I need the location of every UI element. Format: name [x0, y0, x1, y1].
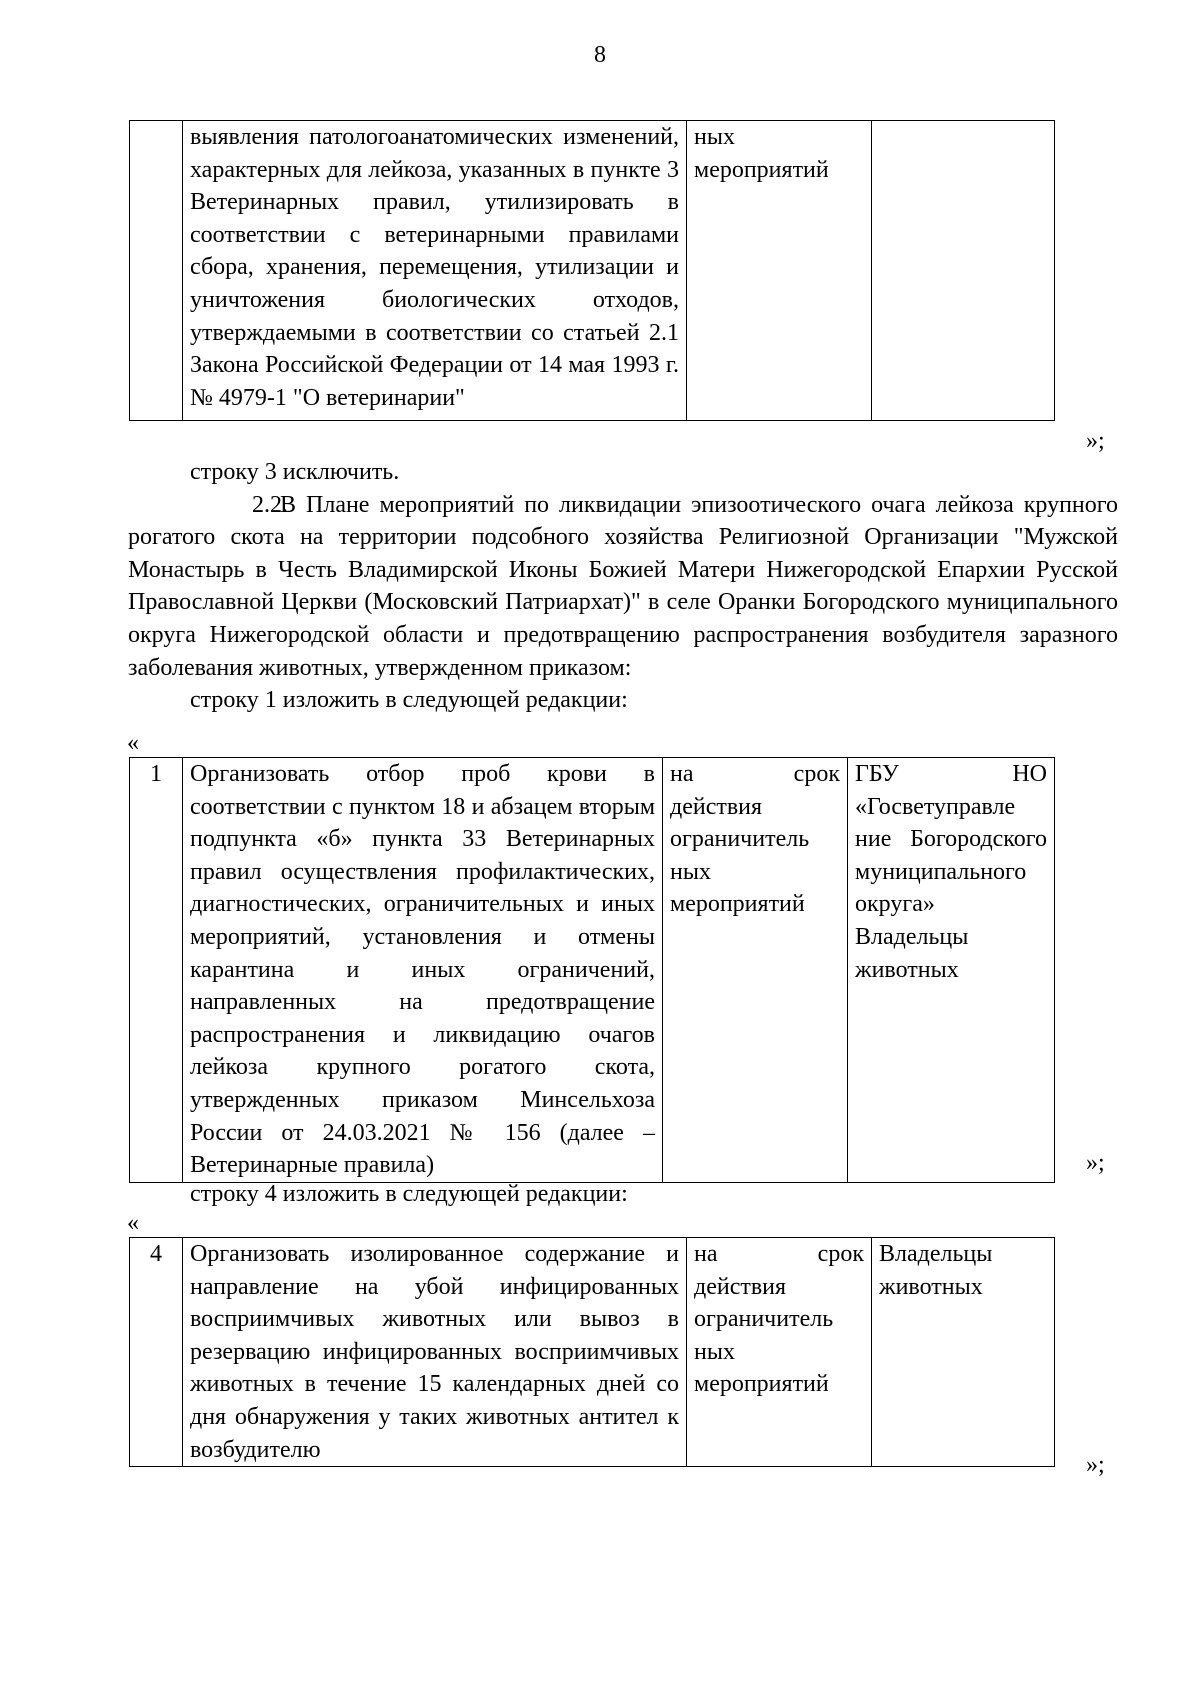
table-row [130, 758, 1055, 1183]
cell-action: Организовать изолированное содержание и направление на убой инфицированных восприимчивых животных или вывоз в резервацию инфицированных восприимчивых животных в течение 15 календарных дней со дня обнаружения у таких животных антител к возбудителю [183, 1238, 687, 1467]
table-row-4 [129, 1237, 1055, 1467]
body-text-2 [128, 1178, 1118, 1211]
cell-action: Организовать отбор проб крови в соответствии с пунктом 18 и абзацем вторым подпункта «б» пункта 33 Ветеринарных правил осуществления профилактических, диагностических, ограничительных и иных мероприятий, установления и отмены карантина и иных ограничений, направленных на предотвращение распространения и ликвидацию очагов лейкоза крупного рогатого скота, утвержденных приказом Минсельхоза России от 24.03.2021 № 156 (далее – Ветеринарные правила) [183, 758, 663, 1183]
row1-instruction: строку 1 изложить в следующей редакции: [190, 687, 628, 714]
table-continuation [129, 120, 1055, 421]
cell-responsible: ГБУ НО «Госветуправле ние Богородского муниципального округа» Владельцы животных [848, 758, 1055, 1183]
cell-number: 1 [130, 758, 183, 1183]
paragraph-number: 2.2. [252, 491, 288, 518]
cell-number [130, 121, 183, 421]
paragraph-text: В Плане мероприятий по ликвидации эпизоотического очага лейкоза крупного рогатого скота на территории подсобного хозяйства Религиозной Организации "Мужской Монастырь в Честь Владимирской Иконы Божией Матери Нижегородской Епархии Русской Православной Церкви (Московский Патриархат)" в селе Оранки Богородского муниципального округа Нижегородской области и предотвращению распространения возбудителя заразного заболевания животных, утвержденном приказом: [128, 491, 1118, 681]
cell-responsible: Владельцы животных [872, 1238, 1055, 1467]
cell-number: 4 [130, 1238, 183, 1467]
paragraph-2-2 [128, 489, 1118, 685]
cell-deadline: на срок действия ограничитель ных мероприятий [687, 1238, 872, 1467]
row4-instruction: строку 4 изложить в следующей редакции: [190, 1181, 628, 1207]
cell-deadline: ных мероприятий [687, 121, 872, 421]
body-text [128, 456, 1118, 717]
table-row [130, 121, 1055, 421]
cell-deadline: на срок действия ограничитель ных мероприятий [663, 758, 848, 1183]
cell-responsible [872, 121, 1055, 421]
closing-quote-mark: »; [1086, 1452, 1105, 1478]
opening-quote-mark: « [127, 730, 139, 756]
exclude-instruction: строку 3 исключить. [190, 459, 400, 485]
closing-quote-mark: »; [1086, 1150, 1105, 1176]
opening-quote-mark: « [127, 1210, 139, 1236]
closing-quote-mark: »; [1086, 428, 1105, 454]
table-row-1 [129, 757, 1055, 1183]
page-number: 8 [594, 42, 606, 68]
cell-action: выявления патологоанатомических изменений, характерных для лейкоза, указанных в пункте 3 Ветеринарных правил, утилизировать в соответствии с ветеринарными правилами сбора, хранения, перемещения, утилизации и уничтожения биологических отходов, утверждаемыми в соответствии со статьей 2.1 Закона Российской Федерации от 14 мая 1993 г. № 4979-1 "О ветеринарии" [183, 121, 687, 421]
table-row [130, 1238, 1055, 1467]
